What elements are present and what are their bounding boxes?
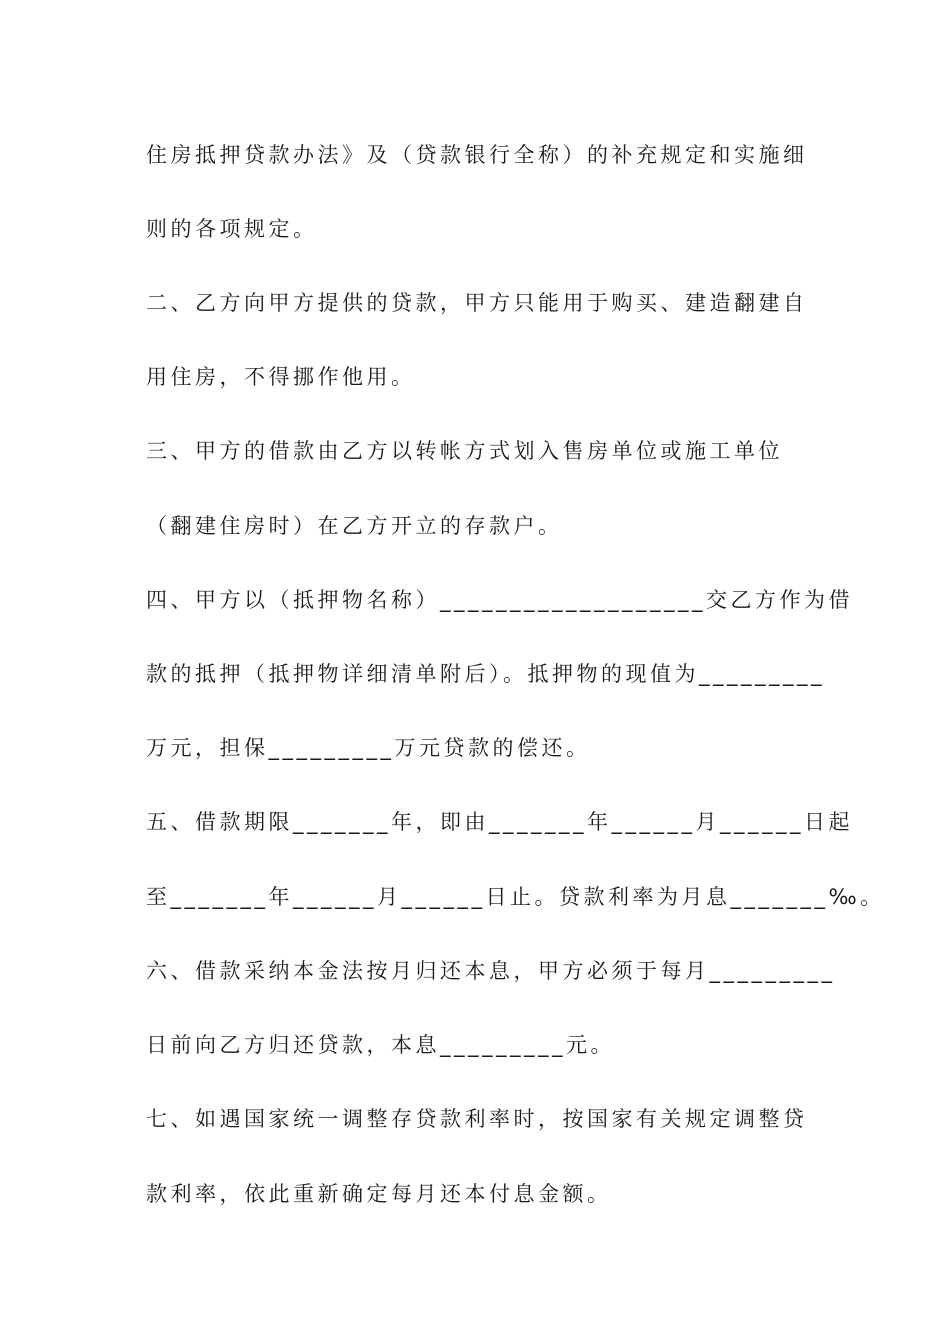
- text-line-13: 日前向乙方归还贷款，本息_________元。: [146, 1033, 615, 1057]
- text-line-7: 四、甲方以（抵押物名称）___________________交乙方作为借: [146, 588, 853, 612]
- text-line-8: 款的抵押（抵押物详细清单附后）。抵押物的现值为_________: [146, 662, 825, 686]
- text-line-10: 五、借款期限_______年，即由_______年______月______日起: [146, 810, 853, 834]
- text-line-11: 至_______年______月______日止。贷款利率为月息_______‰。: [146, 885, 885, 909]
- text-line-4: 用住房，不得挪作他用。: [146, 365, 416, 389]
- text-line-12: 六、借款采纳本金法按月归还本息，甲方必须于每月_________: [146, 959, 836, 983]
- text-line-3: 二、乙方向甲方提供的贷款，甲方只能用于购买、建造翻建自: [146, 291, 808, 315]
- text-line-2: 则的各项规定。: [146, 217, 318, 241]
- text-line-15: 款利率，依此重新确定每月还本付息金额。: [146, 1182, 612, 1206]
- text-line-6: （翻建住房时）在乙方开立的存款户。: [146, 514, 563, 538]
- text-line-5: 三、甲方的借款由乙方以转帐方式划入售房单位或施工单位: [146, 439, 783, 463]
- text-line-1: 住房抵押贷款办法》及（贷款银行全称）的补充规定和实施细: [146, 143, 808, 167]
- text-line-14: 七、如遇国家统一调整存贷款利率时，按国家有关规定调整贷: [146, 1107, 808, 1131]
- text-line-9: 万元，担保_________万元贷款的偿还。: [146, 736, 591, 760]
